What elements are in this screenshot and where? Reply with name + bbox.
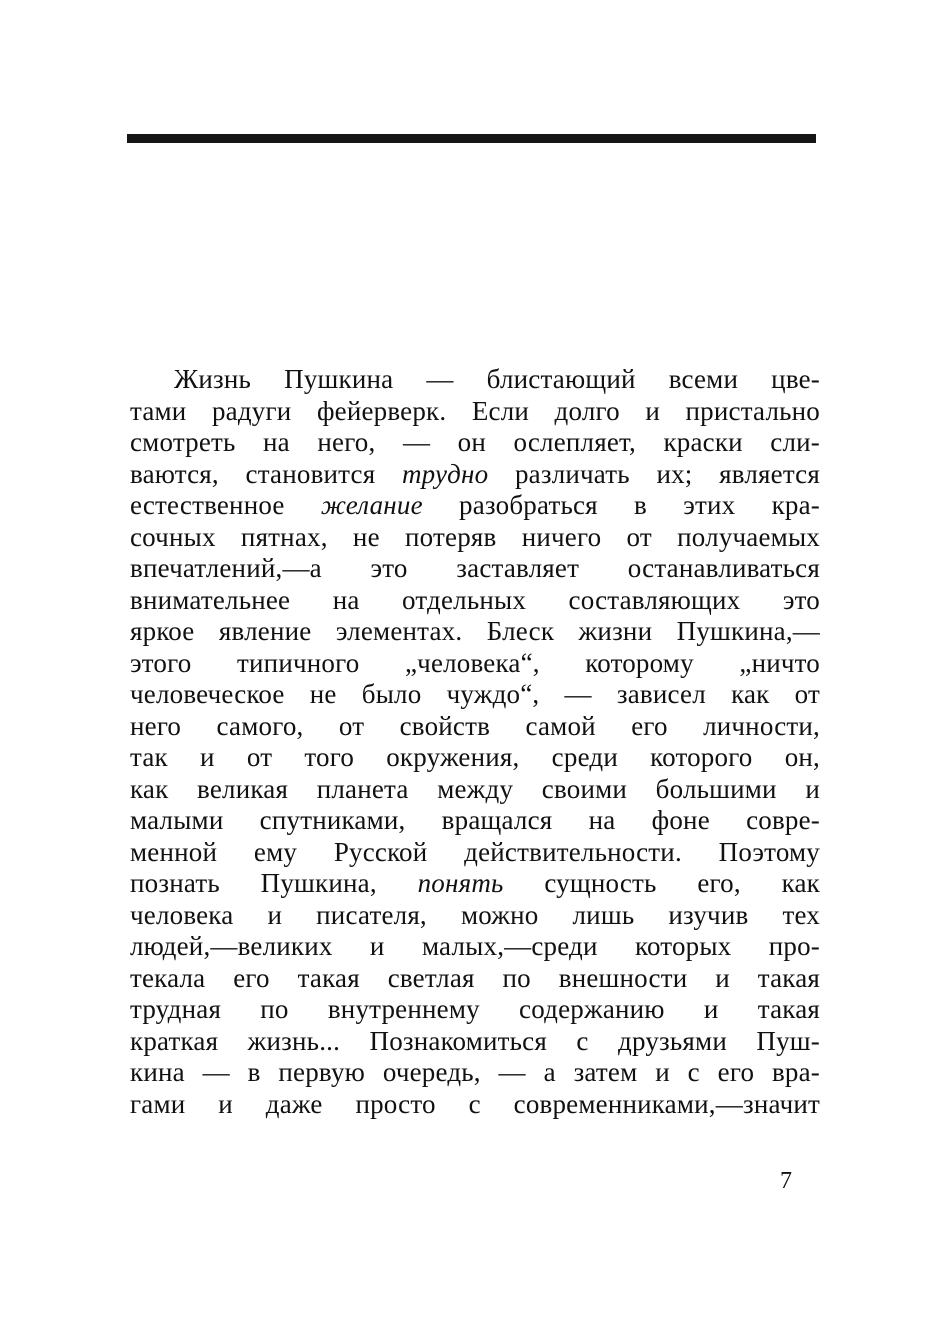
page-number: 7 (780, 1168, 792, 1194)
emphasis-trudno: трудно (401, 458, 489, 489)
text-line: как великая планета между своими большими и (130, 773, 820, 804)
text-line: гами и даже просто с современниками,—значит (130, 1088, 820, 1119)
text-line: познать Пушкина, понять сущность его, как (130, 868, 820, 898)
text-line: смотреть на него, — он ослепляет, краски сли- (130, 427, 820, 457)
emphasis-zhelanie: желание (320, 490, 423, 520)
text-line: внимательнее на отдельных составляющих это (130, 584, 820, 615)
text-line: малыми спутниками, вращался на фоне совре- (130, 805, 820, 835)
text-line: него самого, от свойств самой его личности, (130, 710, 820, 741)
text-line: текала его такая светлая по внешности и такая (130, 962, 820, 993)
text-line: ваются, становится трудно различать их; является (130, 458, 820, 489)
text-line: впечатлений,—а это заставляет останавливаться (130, 553, 820, 583)
text-line: людей,—великих и малых,—среди которых про- (130, 931, 820, 961)
text-line: трудная по внутреннему содержанию и такая (130, 994, 820, 1024)
text-line: человеческое не было чуждо“, — зависел как от (130, 679, 820, 709)
text-line: человека и писателя, можно лишь изучив тех (130, 899, 820, 930)
top-decorative-rule (127, 134, 816, 143)
text-line: сочных пятнах, не потеряв ничего от получаемых (130, 521, 820, 552)
text-line: яркое явление элементах. Блеск жизни Пушкина,— (130, 616, 820, 646)
text-line: менной ему Русской действительности. Поэтому (130, 836, 820, 867)
body-text (130, 364, 820, 1120)
text-line: кина — в первую очередь, — а затем и с его вра- (130, 1057, 820, 1087)
emphasis-ponyat: понять (417, 868, 504, 898)
text-line: этого типичного „человека“, которому „ничто (130, 647, 820, 678)
text-line: Жизнь Пушкина — блистающий всеми цве- (174, 364, 820, 394)
text-line: так и от того окружения, среди которого он, (130, 742, 820, 772)
text-line: краткая жизнь... Познакомиться с друзьями Пуш- (130, 1025, 820, 1056)
text-line: естественное желание разобраться в этих кра- (130, 490, 821, 520)
text-line: тами радуги фейерверк. Если долго и пристально (130, 395, 820, 426)
